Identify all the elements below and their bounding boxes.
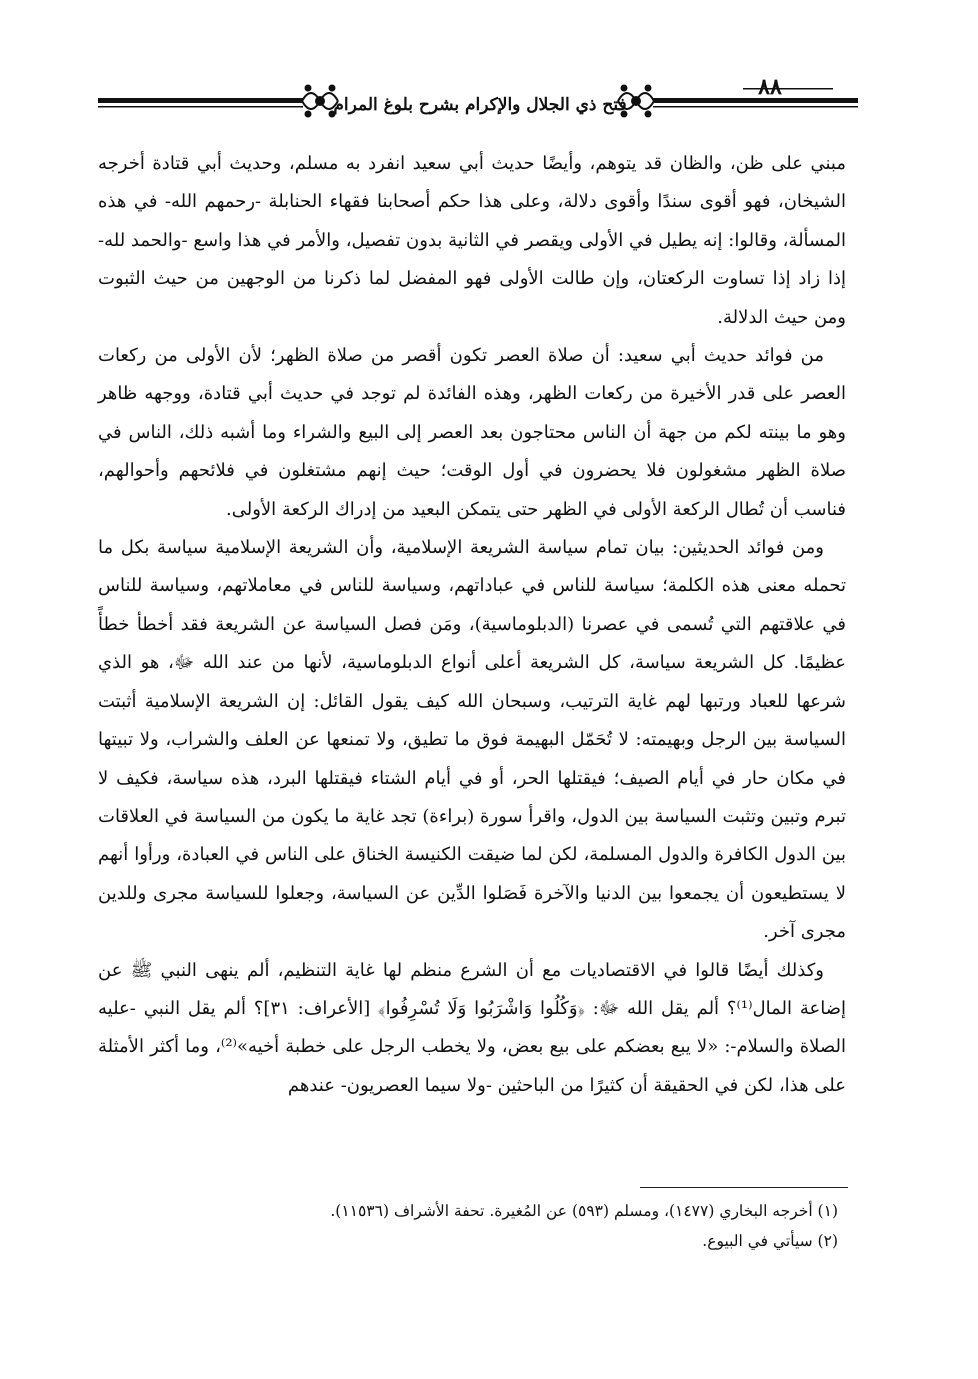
paragraph: ومن فوائد الحديثين: بيان تمام سياسة الشريعة الإسلامية، وأن الشريعة الإسلامية سياسة بكل ما تحمله معنى هذه الكلمة؛ سياسة للناس في عباداتهم، وسياسة للناس في معاملاتهم، وسياسة للناس في علاقتهم التي تُسمى في عصرنا (الدبلوماسية)، ومَن فصل السياسة عن الشريعة فقد أخطأ خطأً عظيمًا. كل الشريعة سياسة، كل الشريعة أعلى أنواع الدبلوماسية، لأنها من عند الله ﷻ، هو الذي شرعها للعباد ورتبها لهم غاية الترتيب، وسبحان الله كيف يقول القائل: إن الشريعة الإسلامية أثبتت السياسة بين الرجل وبهيمته: لا تُحَمّل البهيمة فوق ما تطيق، ولا تمنعها عن العلف والشراب، ولا تبيتها في مكان حار في أيام الصيف؛ فيقتلها الحر، أو في أيام الشتاء فيقتلها البرد، هذه سياسة، فكيف لا تبرم وتبين وتثبت السياسة بين الدول، واقرأ سورة (براءة) تجد غاية ما يكون من السياسة في العلاقات بين الدول الكافرة والدول المسلمة، لكن لما ضيقت الكنيسة الخناق على الناس في العبادة، ورأوا أنهم لا يستطيعون أن يجمعوا بين الدنيا والآخرة فَصَلوا الدِّين عن السياسة، وجعلوا للسياسة مجرى وللدين مجرى آخر. xyxy=(98,537,846,943)
footnote-2: (٢) سيأتي في البيوع. xyxy=(702,1232,838,1250)
main-text xyxy=(98,145,846,1105)
footnote-separator xyxy=(640,1187,848,1188)
footnotes xyxy=(98,1196,838,1256)
footnote-1: (١) أخرجه البخاري (١٤٧٧)، ومسلم (٥٩٣) عن المُغيرة. تحفة الأشراف (١١٥٣٦). xyxy=(330,1202,838,1220)
paragraph: من فوائد حديث أبي سعيد: أن صلاة العصر تكون أقصر من صلاة الظهر؛ لأن الأولى من ركعات العصر على قدر الأخيرة من ركعات الظهر، وهذه الفائدة لم توجد في حديث أبي قتادة، ووجهه ظاهر وهو ما بينته لكم من جهة أن الناس محتاجون بعد العصر إلى البيع والشراء وما أشبه ذلك، الناس في صلاة الظهر مشغولون فلا يحضرون في أول الوقت؛ حيث إنهم مشتغلون في فلائحهم وأحوالهم، فناسب أن تُطال الركعة الأولى في الظهر حتى يتمكن البعيد من إدراك الركعة الأولى. xyxy=(98,345,846,520)
running-title: فتح ذي الجلال والإكرام بشرح بلوغ المرام xyxy=(333,95,627,115)
paragraph: مبني على ظن، والظان قد يتوهم، وأيضًا حديث أبي سعيد انفرد به مسلم، وحديث أبي قتادة أخرجه الشيخان، فهو أقوى سندًا وأقوى دلالة، وعلى هذا حكم أصحابنا فقهاء الحنابلة -رحمهم الله- في هذه المسألة، وقالوا: إنه يطيل في الأولى ويقصر في الثانية بدون تفصيل، والأمر في هذا واسع -والحمد لله- إذا زاد إذا تساوت الركعتان، وإن طالت الأولى فهو المفضل لما ذكرنا من الوجهين من حيث الثبوت ومن حيث الدلالة. xyxy=(98,153,846,328)
paragraph: وكذلك أيضًا قالوا في الاقتصاديات مع أن الشرع منظم لها غاية التنظيم، ألم ينهى النبي ﷺ عن إضاعة المال⁽¹⁾؟ ألم يقل الله ﷻ: ﴿وَكُلُوا وَاشْرَبُوا وَلَا تُسْرِفُوا﴾ [الأعراف: ٣١]؟ ألم يقل النبي -عليه الصلاة والسلام-: «لا يبع بعضكم على بيع بعض، ولا يخطب الرجل على خطبة أخيه»⁽²⁾، وما أكثر الأمثلة على هذا، لكن في الحقيقة أن كثيرًا من الباحثين -ولا سيما العصريون- عندهم xyxy=(98,959,846,1096)
page-number: ٨٨ xyxy=(758,74,782,100)
